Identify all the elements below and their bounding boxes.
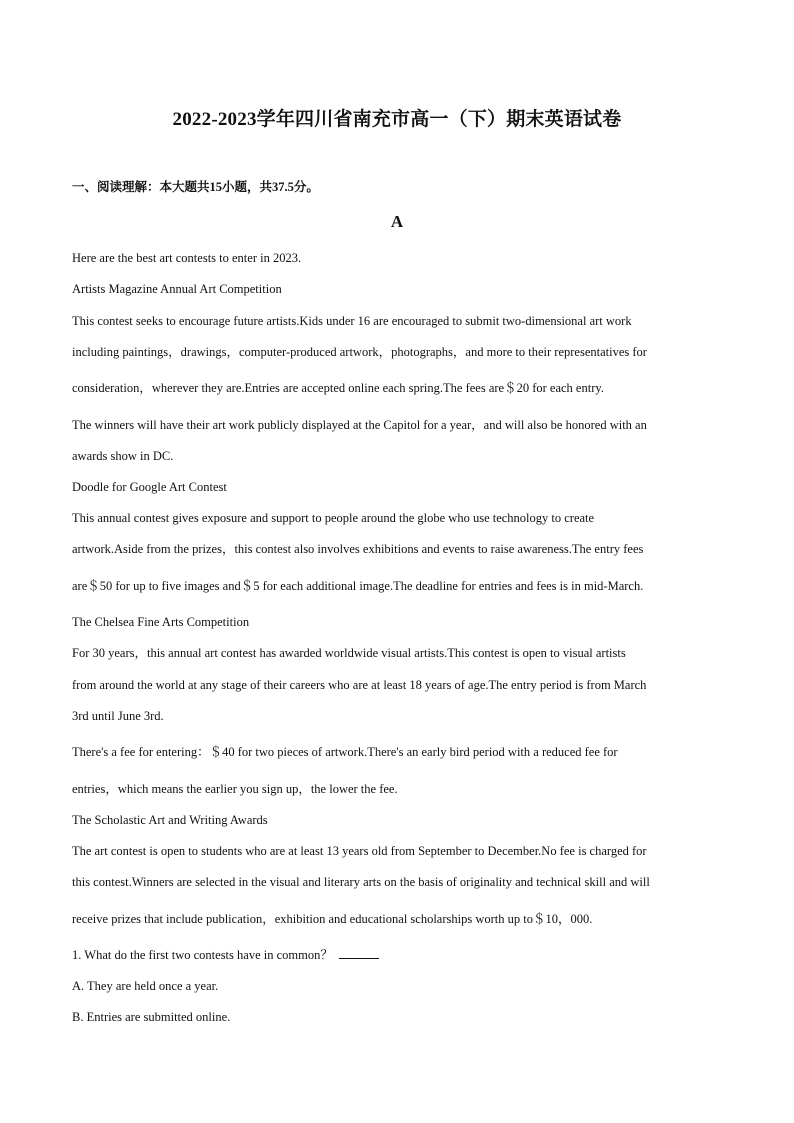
contest-heading: The Chelsea Fine Arts Competition — [72, 615, 250, 629]
page-title: 2022-2023学年四川省南充市高一（下）期末英语试卷 — [172, 109, 622, 130]
passage-line: This contest seeks to encourage future artists.Kids under 16 are encouraged to submit two-dimensional art work — [72, 314, 632, 328]
answer-option-a[interactable]: A. They are held once a year. — [72, 979, 219, 993]
passage-line: For 30 years，this annual art contest has awarded worldwide visual artists.This contest is open to visual artists — [72, 646, 626, 660]
contest-heading: Artists Magazine Annual Art Competition — [72, 282, 282, 296]
passage-line: The winners will have their art work publicly displayed at the Capitol for a year，and will also be honored with an — [72, 418, 647, 432]
passage-line: receive prizes that include publication，exhibition and educational scholarships worth up to＄10，000. — [72, 912, 593, 926]
answer-blank[interactable] — [339, 948, 379, 959]
question-text: 1. What do the first two contests have in common？ — [72, 948, 333, 962]
passage-line: including paintings，drawings，computer-produced artwork，photographs，and more to their representatives for — [72, 345, 647, 359]
passage-line: are＄50 for up to five images and＄5 for each additional image.The deadline for entries and fees is in mid-March. — [72, 579, 644, 593]
question-stem — [72, 947, 722, 963]
passage-line: this contest.Winners are selected in the visual and literary arts on the basis of originality and technical skill and will — [72, 875, 650, 889]
section-heading: 一、阅读理解：本大题共15小题，共37.5分。 — [72, 180, 319, 194]
answer-option-b[interactable]: B. Entries are submitted online. — [72, 1010, 231, 1024]
passage-line: The art contest is open to students who are at least 13 years old from September to December.No fee is charged for — [72, 844, 647, 858]
passage-line: 3rd until June 3rd. — [72, 709, 164, 723]
passage-line: There's a fee for entering：＄40 for two pieces of artwork.There's an early bird period with a reduced fee for — [72, 745, 618, 759]
passage-line: Here are the best art contests to enter in 2023. — [72, 251, 302, 265]
passage-line: from around the world at any stage of their careers who are at least 18 years of age.The entry period is from March — [72, 678, 647, 692]
passage-line: entries，which means the earlier you sign up，the lower the fee. — [72, 782, 398, 796]
passage-line: artwork.Aside from the prizes，this contest also involves exhibitions and events to raise awareness.The entry fees — [72, 542, 644, 556]
contest-heading: The Scholastic Art and Writing Awards — [72, 813, 268, 827]
passage-line: This annual contest gives exposure and support to people around the globe who use technology to create — [72, 511, 595, 525]
passage-label: A — [390, 212, 404, 231]
contest-heading: Doodle for Google Art Contest — [72, 480, 227, 494]
passage-line: consideration，wherever they are.Entries are accepted online each spring.The fees are＄20 for each entry. — [72, 381, 604, 395]
passage-line: awards show in DC. — [72, 449, 174, 463]
